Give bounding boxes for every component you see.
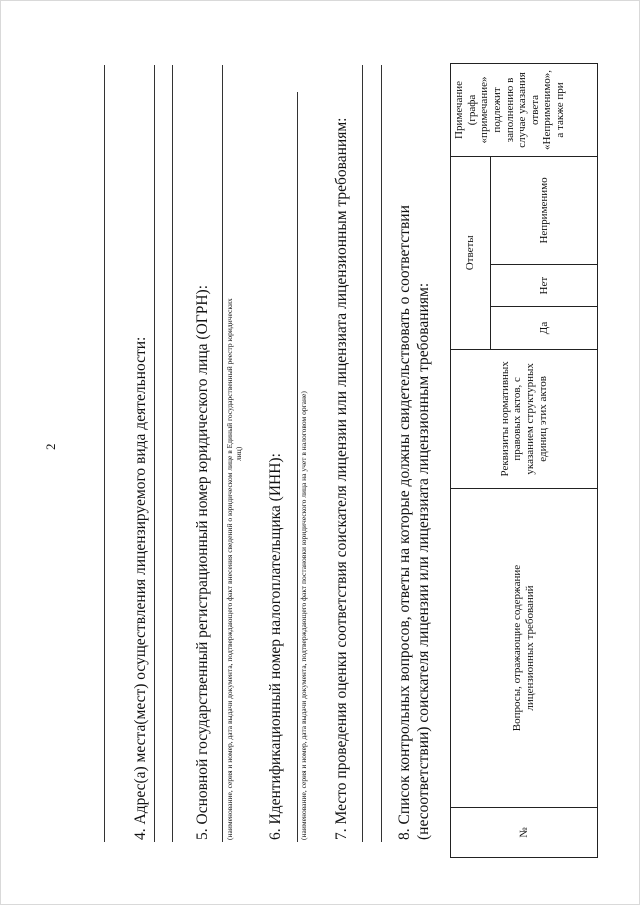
blank-line-5 [297, 92, 298, 842]
blank-line-3 [172, 65, 173, 842]
header-answer-no: Нет [491, 264, 598, 306]
header-number: № [451, 807, 598, 857]
inn-hint: (наименование, серия и номер, дата выдачи документа, подтверждающего факт постановки юридического лица на учет в налоговом органе) [299, 391, 308, 840]
blank-line-2 [154, 65, 155, 842]
ogrn-hint-line-1: (наименование, серия и номер, дата выдачи документа, подтверждающего факт внесения сведений о юридическом лице в Единый государственный реестр юридических [225, 298, 234, 840]
ogrn-hint-line-2: лиц) [234, 446, 243, 461]
item-8-list-line-2: (несоответствии) соискателя лицензии или лицензиата лицензионным требованиям: [415, 282, 432, 840]
item-8-list-line-1: 8. Список контрольных вопросов, ответы на которые должны свидетельствовать о соответствии [396, 205, 413, 840]
item-6-inn: 6. Идентификационный номер налогоплательщика (ИНН): [267, 453, 284, 840]
item-5-ogrn: 5. Основной государственный регистрационный номер юридического лица (ОГРН): [194, 284, 211, 840]
item-4-addresses: 4. Адрес(а) места(мест) осуществления лицензируемого вида деятельности: [132, 336, 149, 840]
header-requisites: Реквизиты нормативных правовых актов, с указанием структурных единиц этих актов [451, 349, 598, 488]
header-questions: Вопросы, отражающие содержание лицензионных требований [451, 489, 598, 808]
item-7-place: 7. Место проведения оценки соответствия соискателя лицензии или лицензиата лицензионным требованиям: [333, 117, 350, 840]
blank-line-4 [222, 65, 223, 842]
header-answer-na: Неприменимо [491, 156, 598, 264]
header-answers: Ответы [451, 156, 491, 349]
header-note: Примечание (графа «примечание» подлежит заполнению в случае указания ответа «Неприменимо», а также при [451, 64, 598, 157]
header-answer-yes: Да [491, 307, 598, 349]
blank-line-1 [104, 65, 105, 842]
blank-line-6 [362, 65, 363, 842]
checklist-table [450, 63, 598, 858]
page-number: 2 [43, 443, 58, 450]
blank-line-7 [381, 65, 382, 842]
